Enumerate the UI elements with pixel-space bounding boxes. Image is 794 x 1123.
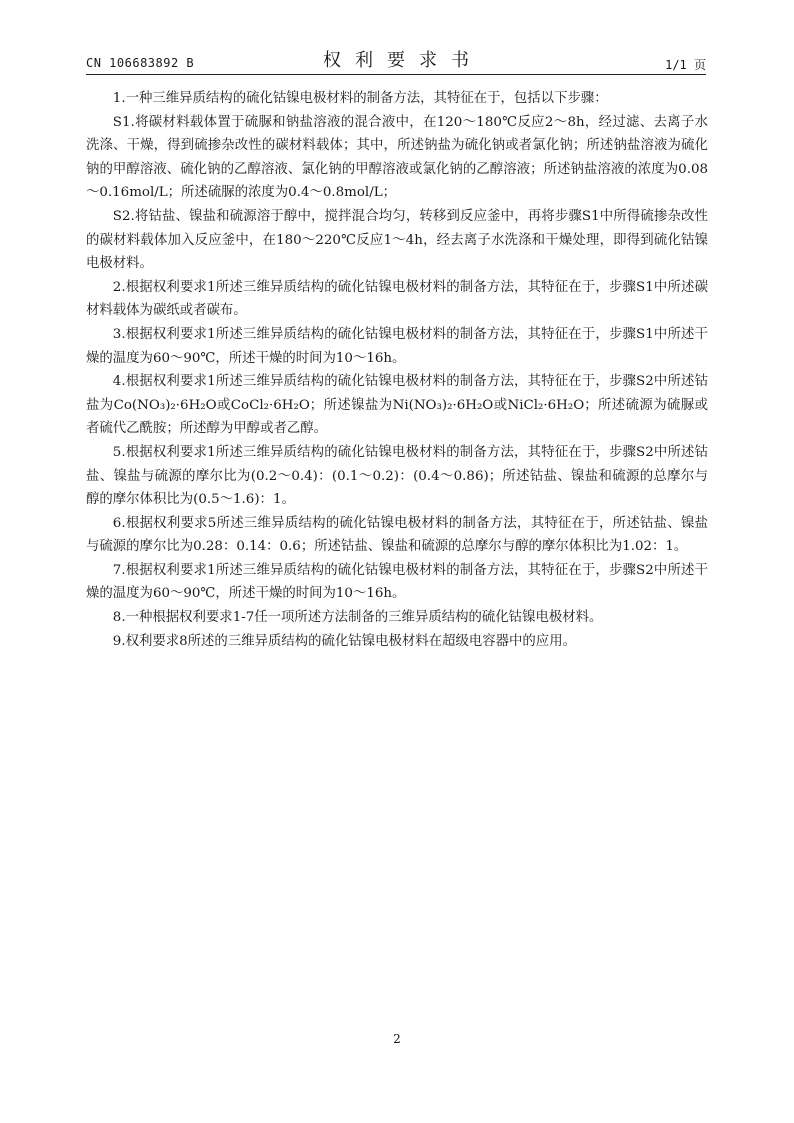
claims-body (86, 87, 708, 653)
claim-4: 4.根据权利要求1所述三维异质结构的硫化钴镍电极材料的制备方法，其特征在于，步骤S2中所述钴盐为Co(NO₃)₂·6H₂O或CoCl₂·6H₂O；所述镍盐为Ni(NO₃)₂·6H₂O或NiCl₂·6H₂O；所述硫源为硫脲或者硫代乙酰胺；所述醇为甲醇或者乙醇。 (86, 374, 708, 437)
claim-5: 5.根据权利要求1所述三维异质结构的硫化钴镍电极材料的制备方法，其特征在于，步骤S2中所述钴盐、镍盐与硫源的摩尔比为(0.2～0.4)：(0.1～0.2)：(0.4～0.86)；所述钴盐、镍盐和硫源的总摩尔与醇的摩尔体积比为(0.5～1.6)：1。 (86, 444, 708, 508)
header-rule (86, 74, 706, 75)
claim-7: 7.根据权利要求1所述三维异质结构的硫化钴镍电极材料的制备方法，其特征在于，步骤S2中所述干燥的温度为60～90℃，所述干燥的时间为10～16h。 (86, 562, 708, 602)
claim-6: 6.根据权利要求5所述三维异质结构的硫化钴镍电极材料的制备方法，其特征在于，所述钴盐、镍盐与硫源的摩尔比为0.28：0.14：0.6；所述钴盐、镍盐和硫源的总摩尔与醇的摩尔体积比为1.02：1。 (86, 515, 708, 555)
claim-3: 3.根据权利要求1所述三维异质结构的硫化钴镍电极材料的制备方法，其特征在于，步骤S1中所述干燥的温度为60～90℃，所述干燥的时间为10～16h。 (86, 326, 708, 366)
page-indicator: 1/1 页 (665, 58, 706, 72)
document-title: 权利要求书 (323, 50, 483, 71)
claim-8: 8.一种根据权利要求1-7任一项所述方法制备的三维异质结构的硫化钴镍电极材料。 (112, 610, 603, 626)
claim-9: 9.权利要求8所述的三维异质结构的硫化钴镍电极材料在超级电容器中的应用。 (112, 633, 576, 649)
patent-number: CN 106683892 B (86, 56, 195, 70)
page-number: 2 (393, 1032, 401, 1046)
page-header (86, 44, 706, 72)
claim-1-intro: 1.一种三维异质结构的硫化钴镍电极材料的制备方法，其特征在于，包括以下步骤： (112, 91, 608, 106)
claim-1-step-s1: S1.将碳材料载体置于硫脲和钠盐溶液的混合液中，在120～180℃反应2～8h，经过滤、去离子水洗涤、干燥，得到硫掺杂改性的碳材料载体；其中，所述钠盐为硫化钠或者氯化钠；所述钠盐溶液为硫化钠的甲醇溶液、硫化钠的乙醇溶液、氯化钠的甲醇溶液或氯化钠的乙醇溶液；所述钠盐溶液的浓度为0.08～0.16mol/L；所述硫脲的浓度为0.4～0.8mol/L； (86, 114, 708, 201)
claim-1-step-s2: S2.将钴盐、镍盐和硫源溶于醇中，搅拌混合均匀，转移到反应釜中，再将步骤S1中所得硫掺杂改性的碳材料载体加入反应釜中，在180～220℃反应1～4h，经去离子水洗涤和干燥处理，即得到硫化钴镍电极材料。 (86, 208, 708, 272)
claim-2: 2.根据权利要求1所述三维异质结构的硫化钴镍电极材料的制备方法，其特征在于，步骤S1中所述碳材料载体为碳纸或者碳布。 (86, 279, 708, 319)
